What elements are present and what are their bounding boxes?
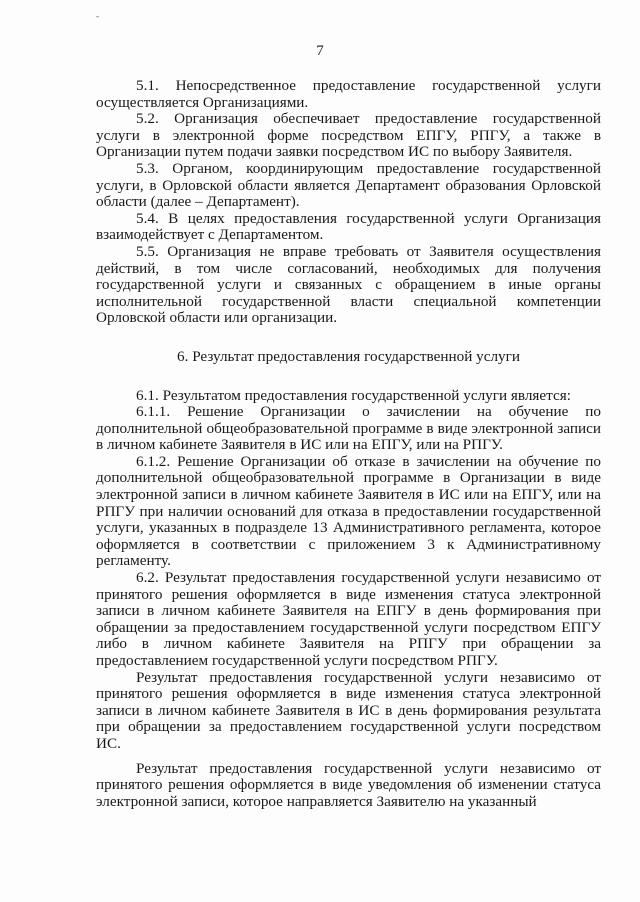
page-number: 7 (316, 43, 324, 59)
paragraph-6-1: 6.1. Результатом предоставления государственной услуги является: (136, 386, 571, 404)
paragraph-6-1-2: 6.1.2. Решение Организации об отказе в зачислении на обучение по дополнительной общеобразовательной программе в Организации в виде электронной записи в личном кабинете Заявителя в ИС или на ЕПГУ, или на РПГУ при наличии оснований для отказа в предоставлении государственной услуги, указанных в подразделе 13 Административного регламента, которое оформляется в соответствии с приложением 3 к Административному регламенту. (96, 452, 601, 570)
paragraph-5-5: 5.5. Организация не вправе требовать от Заявителя осуществления действий, в том числе согласований, необходимых для получения государственной услуги и связанных с обращением в иные органы исполнительной государственной власти специальной компетенции Орловской области или организации. (96, 242, 601, 327)
paragraph-5-1: 5.1. Непосредственное предоставление государственной услуги осуществляется Организациями. (96, 77, 601, 111)
paragraph-5-3: 5.3. Органом, координирующим предоставление государственной услуги, в Орловской области является Департамент образования Орловской области (далее – Департамент). (96, 159, 601, 211)
paragraph-6-2: 6.2. Результат предоставления государственной услуги независимо от принятого решения оформляется в виде изменения статуса электронной записи в личном кабинете Заявителя на ЕПГУ в день формирования при обращении за предоставлением государственной услуги посредством ЕПГУ либо в личном кабинете Заявителя на РПГУ при обращении за предоставлением государственной услуги посредством РПГУ. (96, 569, 601, 669)
document-body (96, 78, 601, 810)
paragraph-6-1-1: 6.1.1. Решение Организации о зачислении на обучение по дополнительной общеобразовательной программе в виде электронной записи в личном кабинете Заявителя в ИС или на ЕПГУ, или на РПГУ. (96, 403, 601, 454)
paragraph-result-notice: Результат предоставления государственной услуги независимо от принятого решения оформляется в виде уведомления об изменении статуса электронной записи, которое направляется Заявителю на указанный (96, 759, 601, 810)
paragraph-result-is: Результат предоставления государственной услуги независимо от принятого решения оформляется в виде изменения статуса электронной записи в личном кабинете Заявителя в ИС в день формирования результата при обращении за предоставлением государственной услуги посредством ИС. (96, 668, 601, 752)
corner-mark: - (96, 11, 99, 21)
section-heading: 6. Результат предоставления государственной услуги (177, 347, 520, 365)
paragraph-5-2: 5.2. Организация обеспечивает предоставление государственной услуги в электронной форме посредством ЕПГУ, РПГУ, а также в Организации путем подачи заявки посредством ИС по выбору Заявителя. (96, 110, 601, 161)
paragraph-5-4: 5.4. В целях предоставления государственной услуги Организация взаимодействует с Департаментом. (96, 209, 601, 244)
